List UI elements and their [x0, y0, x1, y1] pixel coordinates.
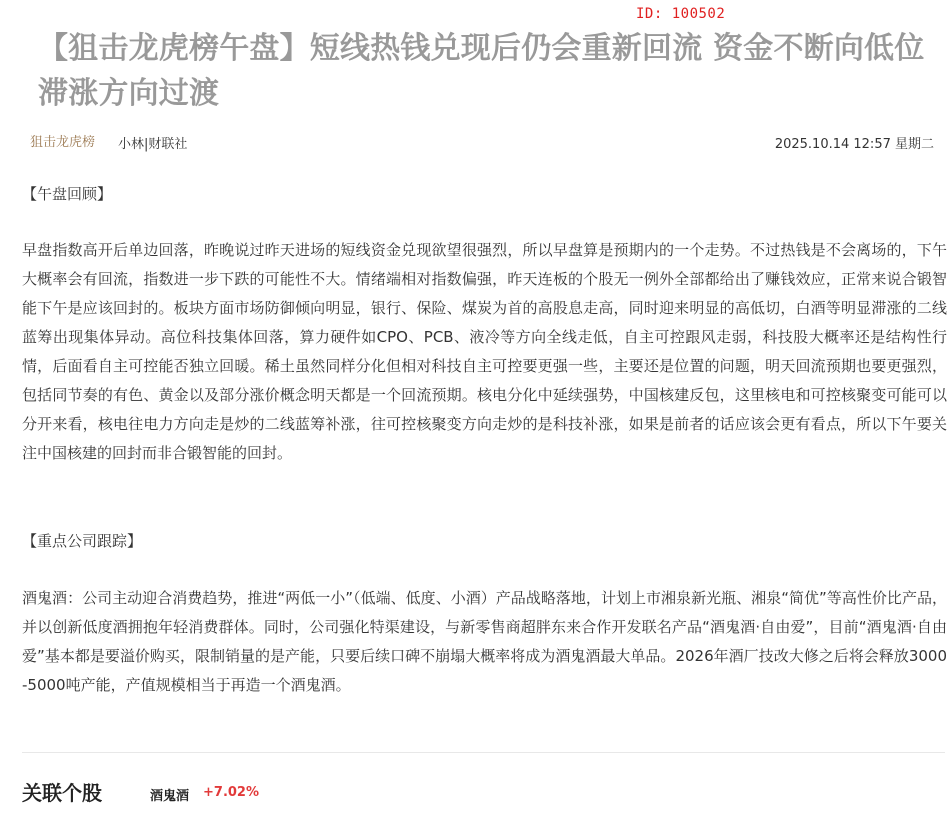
related-stock-change[interactable]: +7.02% [203, 785, 259, 800]
author-source: 小林|财联社 [118, 137, 188, 152]
subject-tag[interactable]: 狙击龙虎榜 [30, 135, 96, 150]
related-stock-name[interactable]: 酒鬼酒 [150, 789, 190, 804]
section-heading-company: 【重点公司跟踪】 [22, 532, 143, 550]
section-paragraph-company: 酒鬼酒：公司主动迎合消费趋势，推进“两低一小”（低端、低度、小酒）产品战略落地，计划上市湘泉新光瓶、湘泉“简优”等高性价比产品，并以创新低度酒拥抱年轻消费群体。同时，公司强化特渠建设，与新零售商超胖东来合作开发联名产品“酒鬼酒·自由爱”，目前“酒鬼酒·自由爱”基本都是要溢价购买，限制销量的是产能，只要后续口碑不崩塌大概率将成为酒鬼酒最大单品。2026年酒厂技改大修之后将会释放3000-5000吨产能，产值规模相当于再造一个酒鬼酒。 [22, 589, 947, 694]
section-paragraph-review: 早盘指数高开后单边回落，昨晚说过昨天进场的短线资金兑现欲望很强烈，所以早盘算是预期内的一个走势。不过热钱是不会离场的，下午大概率会有回流，指数进一步下跌的可能性不大。情绪端相对指数偏强，昨天连板的个股无一例外全部都给出了赚钱效应，正常来说合锻智能下午是应该回封的。板块方面市场防御倾向明显，银行、保险、煤炭为首的高股息走高，同时迎来明显的高低切，白酒等明显滞涨的二线蓝筹出现集体异动。高位科技集体回落，算力硬件如CPO、PCB、液冷等方向全线走低，自主可控跟风走弱，科技股大概率还是结构性行情，后面看自主可控能否独立回暖。稀土虽然同样分化但相对科技自主可控要更强一些，主要还是位置的问题，明天回流预期也要更强烈，包括同节奏的有色、黄金以及部分涨价概念明天都是一个回流预期。核电分化中延续强势，中国核建反包，这里核电和可控核聚变可能可以分开来看，核电往电力方向走是炒的二线蓝筹补涨，往可控核聚变方向走炒的是科技补涨，如果是前者的话应该会更有看点，所以下午要关注中国核建的回封而非合锻智能的回封。 [22, 241, 947, 462]
related-stocks-label: 关联个股 [22, 781, 102, 805]
id-watermark: ID: 100502 [636, 6, 726, 22]
article-meta [0, 131, 951, 153]
section-heading-review: 【午盘回顾】 [22, 185, 113, 203]
publish-datetime: 2025.10.14 12:57 星期二 [774, 137, 934, 152]
content-divider [22, 752, 945, 753]
article-title: 【狙击龙虎榜午盘】短线热钱兑现后仍会重新回流 资金不断向低位滞涨方向过渡 [38, 31, 925, 112]
